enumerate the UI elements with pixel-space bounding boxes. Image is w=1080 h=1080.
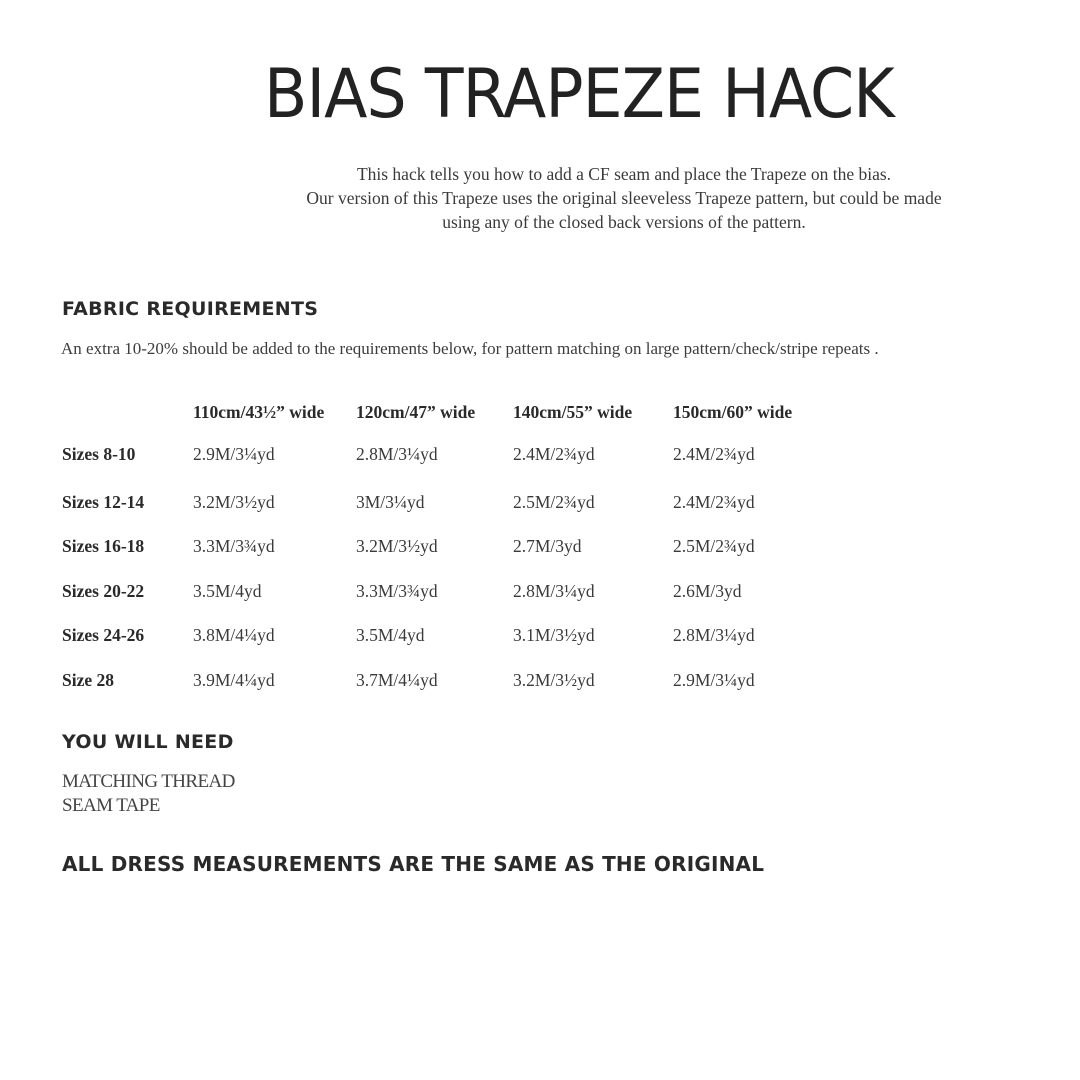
intro-line: This hack tells you how to add a CF seam and place the Trapeze on the bias. <box>356 164 892 184</box>
table-cell: 3.3M/3¾yd <box>356 580 438 601</box>
intro-line: using any of the closed back versions of the pattern. <box>442 212 806 232</box>
column-header-150cm: 150cm/60” wide <box>673 401 793 422</box>
table-cell: 3.2M/3½yd <box>356 536 438 557</box>
row-size-label: Sizes 24-26 <box>62 625 145 646</box>
page-title: BIAS TRAPEZE HACK <box>264 55 894 134</box>
you-will-need-list <box>62 770 235 818</box>
table-cell: 2.8M/3¼yd <box>356 443 438 464</box>
list-item: MATCHING THREAD <box>62 771 235 792</box>
table-cell: 2.8M/3¼yd <box>673 625 755 646</box>
row-size-label: Sizes 16-18 <box>62 536 145 557</box>
fabric-requirements-table <box>62 396 823 703</box>
table-cell: 3.3M/3¾yd <box>193 536 275 557</box>
row-size-label: Sizes 8-10 <box>62 443 136 464</box>
intro-paragraph <box>250 162 998 234</box>
table-header-row <box>62 396 823 428</box>
fabric-requirements-note: An extra 10-20% should be added to the requirements below, for pattern matching on large pattern/check/stripe repeats . <box>61 339 879 358</box>
table-row <box>62 658 823 703</box>
row-size-label: Sizes 12-14 <box>62 491 145 512</box>
table-row <box>62 614 823 659</box>
table-cell: 2.7M/3yd <box>513 536 582 557</box>
table-cell: 3.1M/3½yd <box>513 625 595 646</box>
column-header-size <box>62 396 193 428</box>
table-cell: 3.2M/3½yd <box>193 491 275 512</box>
column-header-110cm: 110cm/43½” wide <box>193 401 325 422</box>
table-cell: 2.6M/3yd <box>673 580 742 601</box>
table-cell: 2.5M/2¾yd <box>513 491 595 512</box>
measurements-note-heading: ALL DRESS MEASUREMENTS ARE THE SAME AS THE ORIGINAL <box>62 852 765 876</box>
table-row <box>62 428 823 480</box>
table-cell: 2.4M/2¾yd <box>673 491 755 512</box>
table-row <box>62 525 823 570</box>
table-cell: 2.9M/3¼yd <box>193 443 275 464</box>
table-cell: 3.2M/3½yd <box>513 669 595 690</box>
table-cell: 3.5M/4yd <box>356 625 425 646</box>
row-size-label: Size 28 <box>62 669 115 690</box>
you-will-need-heading: YOU WILL NEED <box>62 731 234 753</box>
table-cell: 3.7M/4¼yd <box>356 669 438 690</box>
table-cell: 2.5M/2¾yd <box>673 536 755 557</box>
column-header-140cm: 140cm/55” wide <box>513 401 633 422</box>
table-cell: 2.8M/3¼yd <box>513 580 595 601</box>
table-row <box>62 569 823 614</box>
table-cell: 3.9M/4¼yd <box>193 669 275 690</box>
list-item: SEAM TAPE <box>62 795 160 816</box>
table-cell: 2.9M/3¼yd <box>673 669 755 690</box>
row-size-label: Sizes 20-22 <box>62 580 145 601</box>
table-cell: 3M/3¼yd <box>356 491 425 512</box>
fabric-requirements-heading: FABRIC REQUIREMENTS <box>62 298 319 320</box>
table-cell: 2.4M/2¾yd <box>513 443 595 464</box>
column-header-120cm: 120cm/47” wide <box>356 401 476 422</box>
table-cell: 3.5M/4yd <box>193 580 262 601</box>
table-row <box>62 480 823 525</box>
intro-line: Our version of this Trapeze uses the original sleeveless Trapeze pattern, but could be made <box>306 188 942 208</box>
table-cell: 3.8M/4¼yd <box>193 625 275 646</box>
table-cell: 2.4M/2¾yd <box>673 443 755 464</box>
